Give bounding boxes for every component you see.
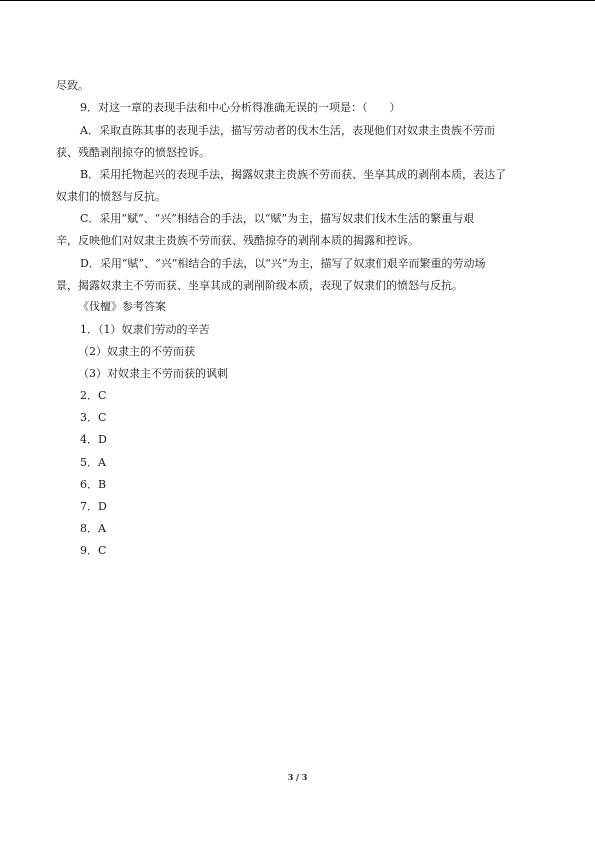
carry-over-text: 尽致。 — [56, 79, 89, 92]
answer-2: 2．C — [80, 389, 107, 402]
answer-1-2: （2）奴隶主的不劳而获 — [78, 345, 195, 358]
answer-1-1: 1．（1）奴隶们劳动的辛苦 — [80, 323, 210, 336]
answer-5: 5．A — [80, 456, 106, 469]
option-a-line1: A．采取直陈其事的表现手法，描写劳动者的伐木生活，表现他们对奴隶主贵族不劳而 — [80, 124, 495, 137]
answer-title: 《伐檀》参考答案 — [78, 300, 166, 313]
answer-9: 9．C — [80, 544, 107, 557]
page-top-border — [0, 0, 595, 1]
option-c-line1: C．采用“赋”、“兴”相结合的手法，以“赋”为主，描写奴隶们伐木生活的繁重与艰 — [80, 212, 475, 225]
option-b-line1: B．采用托物起兴的表现手法，揭露奴隶主贵族不劳而获、坐享其成的剥削本质，表达了 — [80, 168, 507, 181]
page-number: 3 / 3 — [287, 772, 308, 782]
answer-4: 4．D — [80, 433, 107, 446]
answer-6: 6．B — [80, 478, 107, 491]
answer-1-3: （3）对奴隶主不劳而获的讽刺 — [78, 367, 228, 380]
option-a-line2: 获、残酷剥削掠夺的愤怒控诉。 — [56, 146, 210, 159]
answer-7: 7．D — [80, 500, 107, 513]
option-d-line1: D．采用“赋”、“兴”相结合的手法，以“兴”为主，描写了奴隶们艰辛而繁重的劳动场 — [80, 257, 486, 270]
option-d-line2: 景，揭露奴隶主不劳而获、坐享其成的剥削阶级本质，表现了奴隶们的愤怒与反抗。 — [56, 279, 463, 292]
option-c-line2: 辛，反映他们对奴隶主贵族不劳而获、残酷掠夺的剥削本质的揭露和控诉。 — [56, 234, 419, 247]
option-b-line2: 奴隶们的愤怒与反抗。 — [56, 190, 166, 203]
answer-3: 3．C — [80, 411, 107, 424]
answer-8: 8．A — [80, 522, 106, 535]
question-9: 9．对这一章的表现手法和中心分析得准确无误的一项是：（ ） — [80, 101, 401, 114]
